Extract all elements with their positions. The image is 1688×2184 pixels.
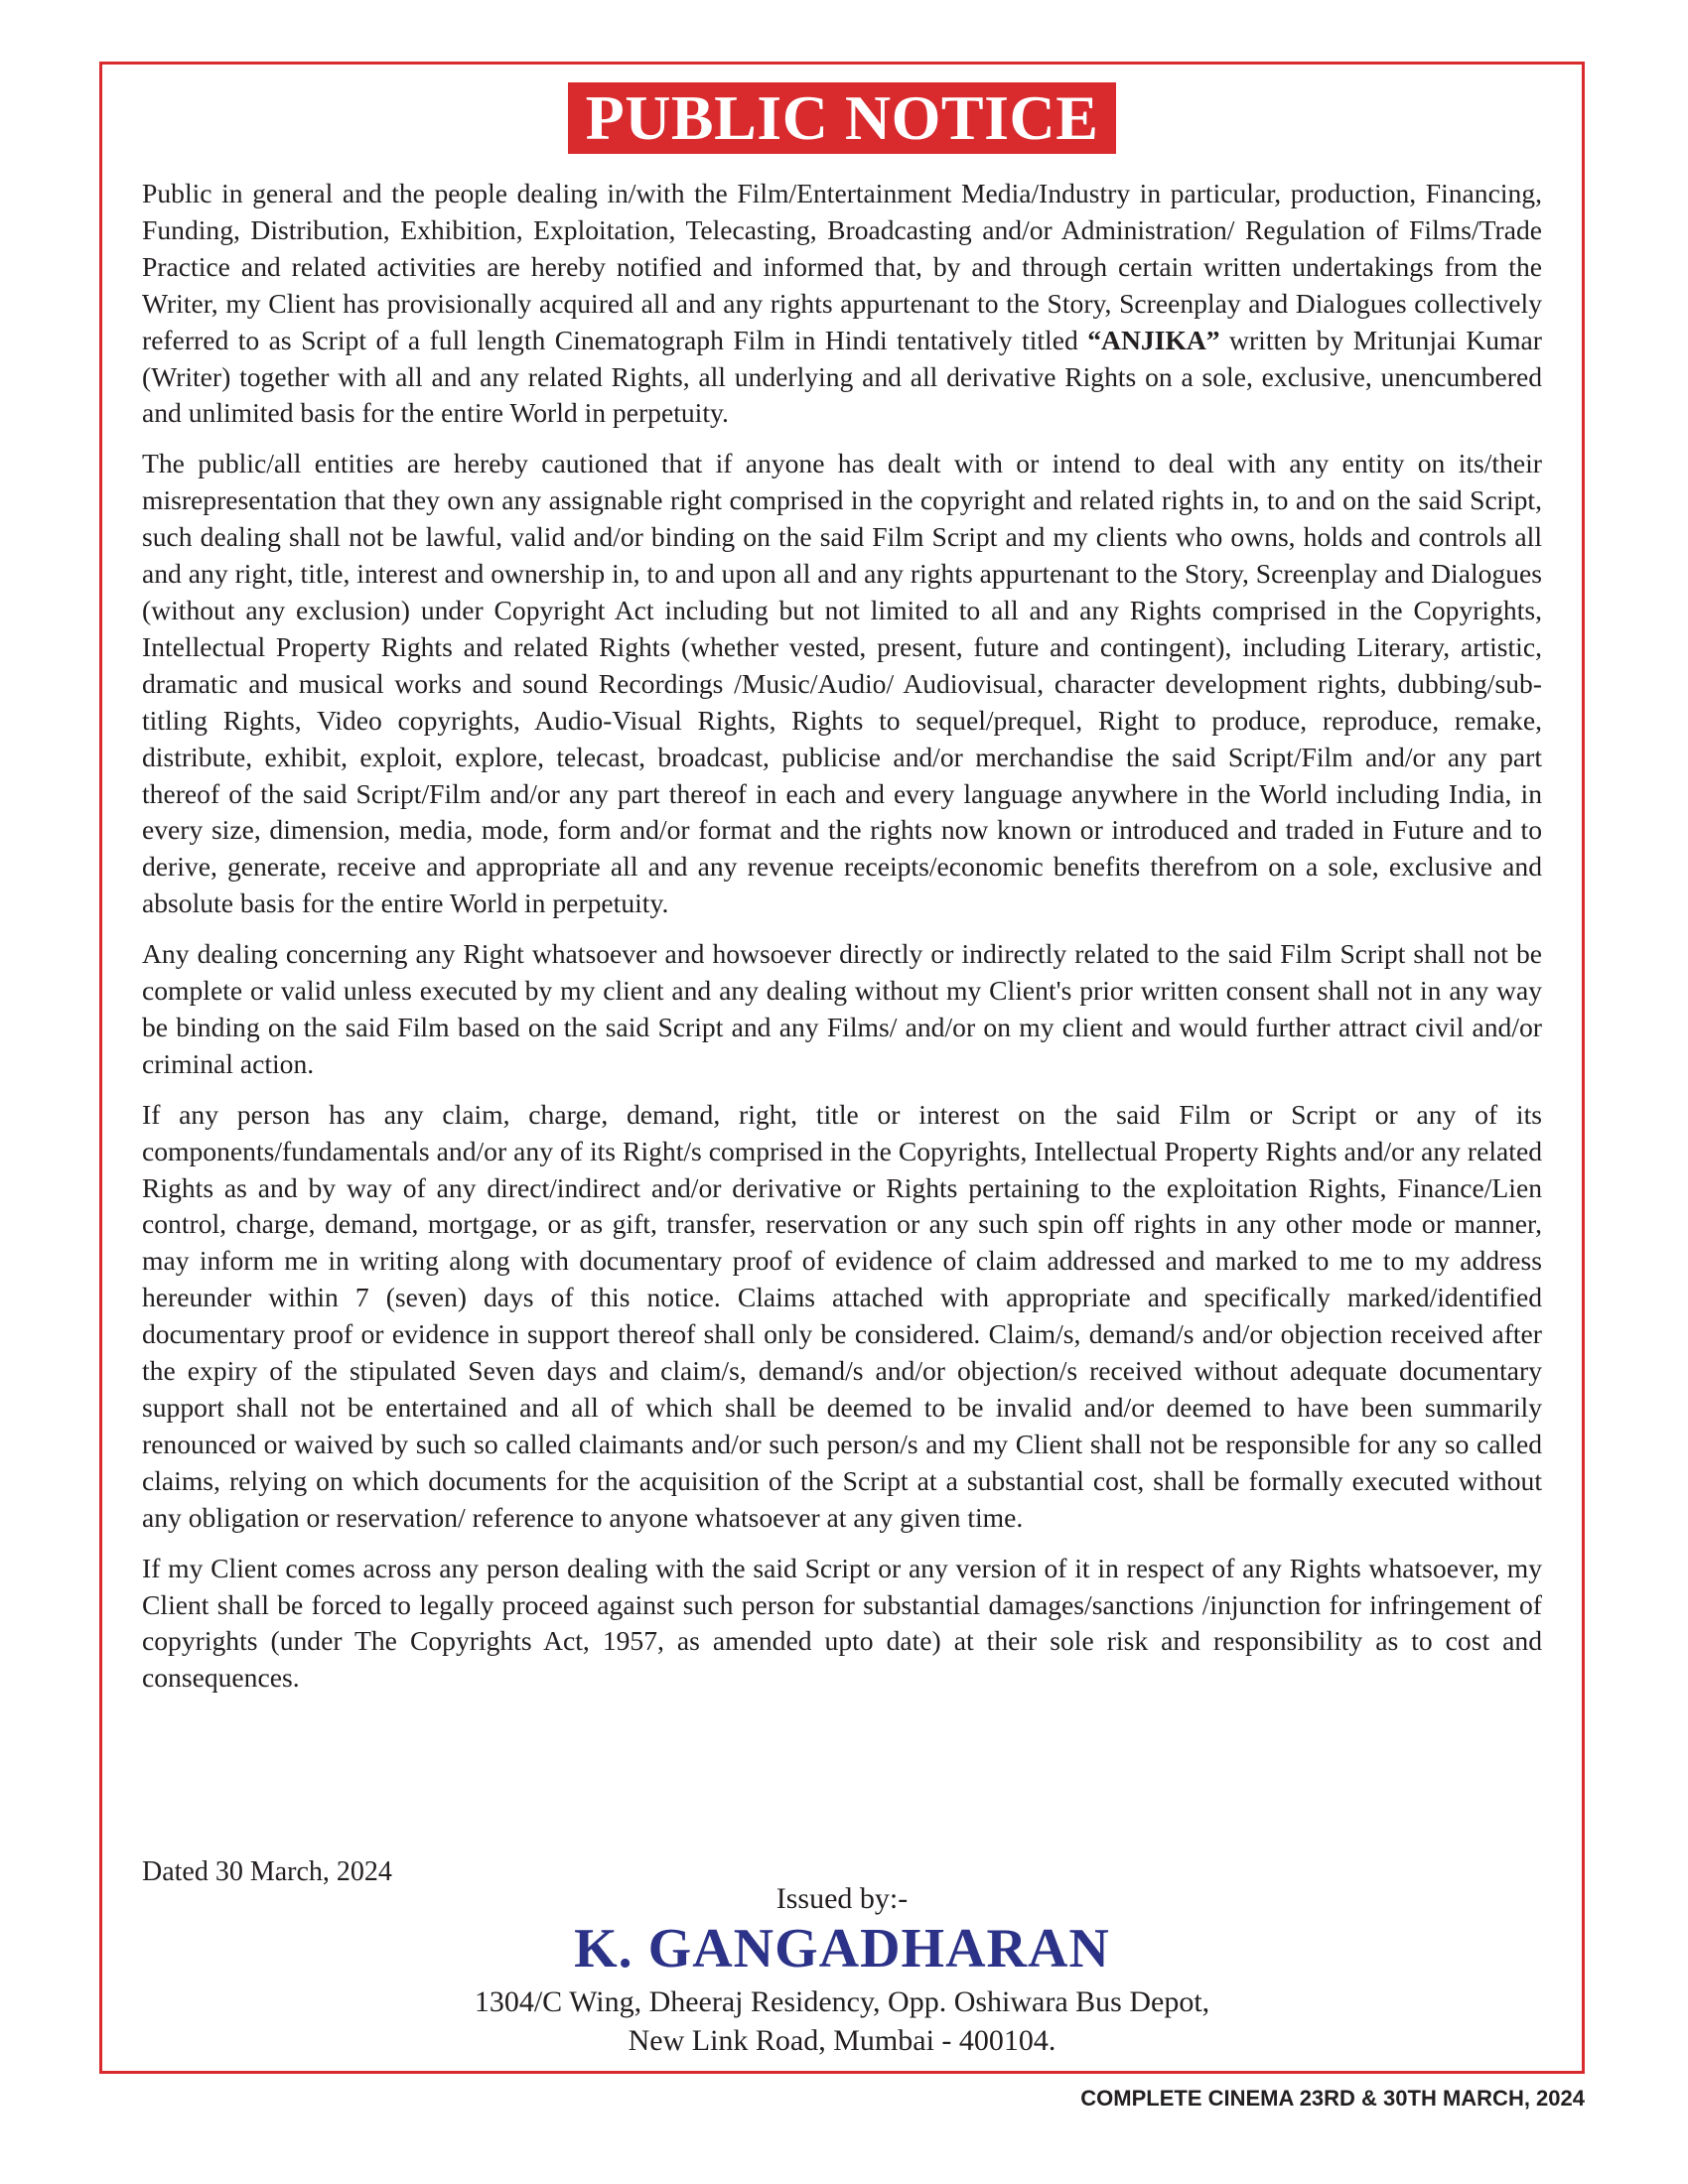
paragraph-dealing: Any dealing concerning any Right whatsoever and howsoever directly or indirectly related to the said Film Script shall not be complete or valid unless executed by my client and any dealing without my Client's prior written consent shall not in any way be binding on the said Film based on the said Script and any Films/ and/or on my client and would further attract civil and/or criminal action. <box>142 938 1542 1079</box>
notice-body <box>142 176 1542 1710</box>
paragraph-acquisition-text-end: written by Mritunjai Kumar (Writer) together with all and any related Rights, all underlying and all derivative Rights on a sole, exclusive, unencumbered and unlimited basis for the entire World in perpetuity. <box>142 324 1542 429</box>
film-title: “ANJIKA” <box>1087 324 1220 355</box>
paragraph-legal-action: If my Client comes across any person dealing with the said Script or any version of it in respect of any Rights whatsoever, my Client shall be forced to legally proceed against such person for substantial damages/sanctions /injunction for infringement of copyrights (under The Copyrights Act, 1957, as amended upto date) at their sole risk and responsibility as to cost and consequences. <box>142 1552 1542 1694</box>
issuer-name: K. GANGADHARAN <box>574 1918 1110 1979</box>
issuer-address-line-2: New Link Road, Mumbai - 400104. <box>628 2024 1056 2057</box>
paragraph-acquisition <box>142 176 1542 432</box>
title-container <box>102 82 1582 154</box>
notice-title: PUBLIC NOTICE <box>568 82 1117 154</box>
paragraph-acquisition-text-start: Public in general and the people dealing in/with the Film/Entertainment Media/Industry in particular, production, Financing, Funding, Distribution, Exhibition, Exploitation, Telecasting, Broadcasting and/or Administration/ Regulation of Films/Trade Practice and related activities are hereby notified and informed that, by and through certain written undertakings from the Writer, my Client has provisionally acquired all and any rights appurtenant to the Story, Screenplay and Dialogues collectively referred to as Script of a full length Cinematograph Film in Hindi tentatively titled <box>142 178 1542 355</box>
paragraph-claims: If any person has any claim, charge, demand, right, title or interest on the said Film or Script or any of its components/fundamentals and/or any of its Right/s comprised in the Copyrights, Intellectual Property Rights and/or any related Rights as and by way of any direct/indirect and/or derivative or Rights pertaining to the exploitation Rights, Finance/Lien control, charge, demand, mortgage, or as gift, transfer, reservation or any such spin off rights in any other mode or manner, may inform me in writing along with documentary proof of evidence of claim addressed and marked to me to my address hereunder within 7 (seven) days of this notice. Claims attached with appropriate and specifically marked/identified documentary proof or evidence in support thereof shall only be considered. Claim/s, demand/s and/or objection received after the expiry of the stipulated Seven days and claim/s, demand/s and/or objection/s received without adequate documentary support shall not be entertained and all of which shall be deemed to be invalid and/or deemed to have been summarily renounced or waived by such so called claimants and/or such person/s and my Client shall not be responsible for any so called claims, relying on which documents for the acquisition of the Script at a substantial cost, shall be formally executed without any obligation or reservation/ reference to anyone whatsoever at any given time. <box>142 1098 1542 1533</box>
issuer-address-line-1: 1304/C Wing, Dheeraj Residency, Opp. Oshiwara Bus Depot, <box>474 1985 1210 2018</box>
notice-date: Dated 30 March, 2024 <box>142 1856 392 1887</box>
notice-frame <box>99 62 1585 2074</box>
paragraph-caution: The public/all entities are hereby cautioned that if anyone has dealt with or intend to deal with any entity on its/their misrepresentation that they own any assignable right comprised in the copyright and related rights in, to and on the said Script, such dealing shall not be lawful, valid and/or binding on the said Film Script and my clients who owns, holds and controls all and any right, title, interest and ownership in, to and upon all and any rights appurtenant to the Story, Screenplay and Dialogues (without any exclusion) under Copyright Act including but not limited to all and any Rights comprised in the Copyrights, Intellectual Property Rights and related Rights (whether vested, present, future and contingent), including Literary, artistic, dramatic and musical works and sound Recordings /Music/Audio/ Audiovisual, character development rights, dubbing/sub-titling Rights, Video copyrights, Audio-Visual Rights, Rights to sequel/prequel, Right to produce, reproduce, remake, distribute, exhibit, exploit, explore, telecast, broadcast, publicise and/or merchandise the said Script/Film and/or any part thereof of the said Script/Film and/or any part thereof in each and every language anywhere in the World including India, in every size, dimension, media, mode, form and/or format and the rights now known or introduced and traded in Future and to derive, generate, receive and appropriate all and any revenue receipts/economic benefits therefrom on a sole, exclusive and absolute basis for the entire World in perpetuity. <box>142 448 1542 919</box>
issued-by-label: Issued by:- <box>775 1882 909 1915</box>
publication-footer: COMPLETE CINEMA 23RD & 30TH MARCH, 2024 <box>1080 2086 1585 2111</box>
